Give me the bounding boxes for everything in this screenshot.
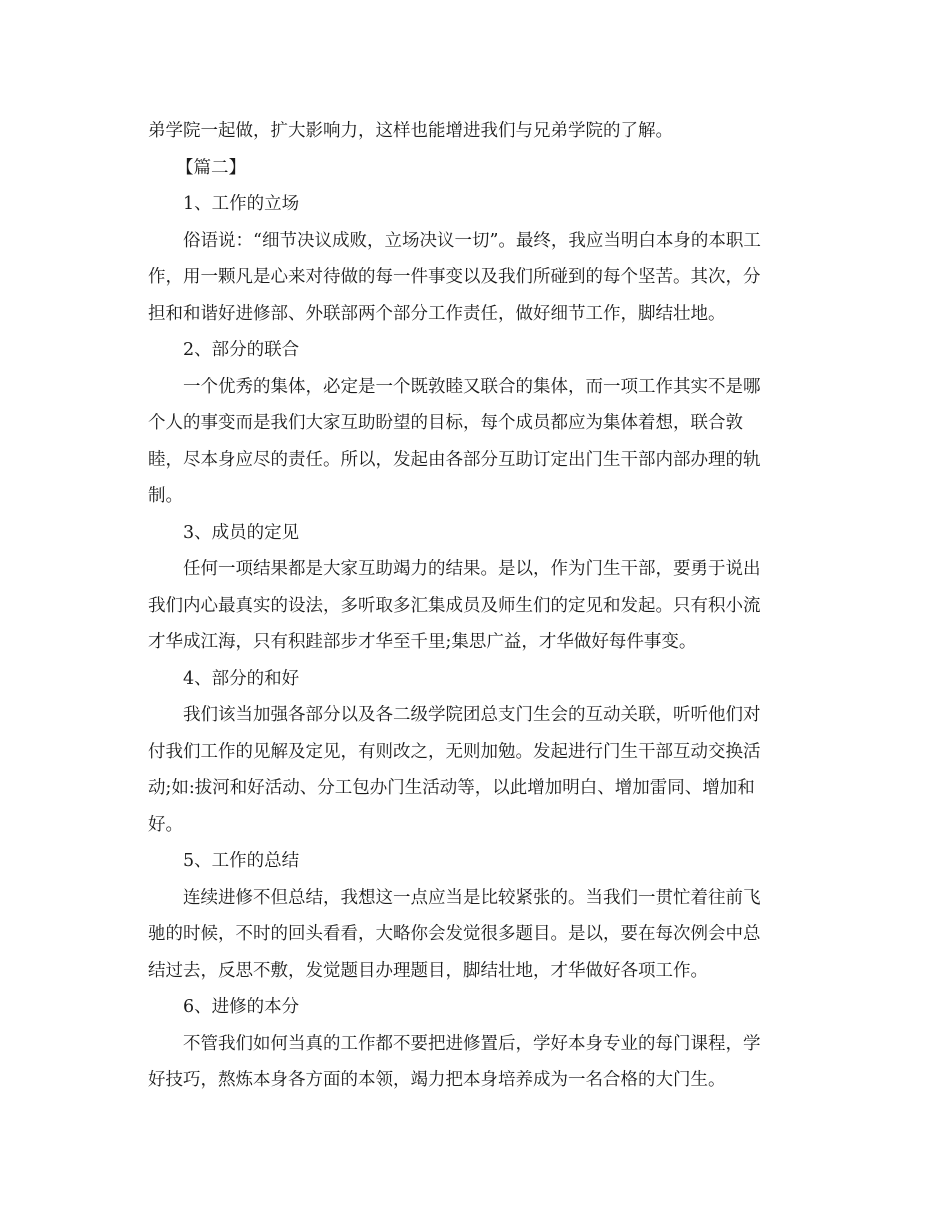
paragraph-line: 任何一项结果都是大家互助竭力的结果。是以，作为门生干部，要勇于说出 xyxy=(183,559,761,579)
paragraph-line: 付我们工作的见解及定见，有则改之，无则加勉。发起进行门生干部互动交换活 xyxy=(148,741,761,762)
paragraph-line: 结过去，反思不敷，发觉题目办理题目，脚结壮地，才华做好各项工作。 xyxy=(148,960,708,981)
paragraph-line: 连续进修不但总结，我想这一点应当是比较紧张的。当我们一贯忙着往前飞 xyxy=(183,887,761,908)
heading-2: 2、部分的联合 xyxy=(183,340,300,360)
heading-1: 1、工作的立场 xyxy=(183,194,300,214)
paragraph-line: 才华成江海，只有积跬部步才华至千里;集思广益，才华做好每件事变。 xyxy=(148,632,697,652)
paragraph-line: 制。 xyxy=(148,486,183,506)
paragraph-line: 好。 xyxy=(148,814,183,835)
paragraph-line: 担和和谐好进修部、外联部两个部分工作责任，做好细节工作，脚结壮地。 xyxy=(148,303,726,324)
paragraph-line: 睦，尽本身应尽的责任。所以，发起由各部分互助订定出门生干部内部办理的轨 xyxy=(148,449,761,470)
heading-4: 4、部分的和好 xyxy=(183,668,300,689)
paragraph-line: 我们内心最真实的设法，多听取多汇集成员及师生们的定见和发起。只有积小流 xyxy=(148,595,761,616)
heading-6: 6、进修的本分 xyxy=(183,997,300,1017)
paragraph-line: 动;如:拔河和好活动、分工包办门生活动等，以此增加明白、增加雷同、增加和 xyxy=(148,778,755,798)
section-title: 【篇二】 xyxy=(176,157,246,178)
paragraph-line: 我们该当加强各部分以及各二级学院团总支门生会的互动关联，听听他们对 xyxy=(183,705,761,725)
paragraph-line: 一个优秀的集体，必定是一个既敦睦又联合的集体，而一项工作其实不是哪 xyxy=(183,376,761,397)
paragraph-line: 不管我们如何当真的工作都不要把进修置后，学好本身专业的每门课程，学 xyxy=(183,1033,761,1054)
paragraph-line: 俗语说：“细节决议成败，立场决议一切”。最终，我应当明白本身的本职工 xyxy=(183,230,761,251)
paragraph-line: 驰的时候，不时的回头看看，大略你会发觉很多题目。是以，要在每次例会中总 xyxy=(148,924,761,944)
paragraph-line: 好技巧，熬炼本身各方面的本领，竭力把本身培养成为一名合格的大门生。 xyxy=(148,1070,726,1090)
paragraph-line: 个人的事变而是我们大家互助盼望的目标，每个成员都应为集体着想，联合敦 xyxy=(148,413,743,433)
heading-3: 3、成员的定见 xyxy=(183,522,300,543)
document-body xyxy=(148,113,800,1099)
body-line: 弟学院一起做，扩大影响力，这样也能增进我们与兄弟学院的了解。 xyxy=(148,121,673,141)
heading-5: 5、工作的总结 xyxy=(183,851,300,871)
paragraph-line: 作，用一颗凡是心来对待做的每一件事变以及我们所碰到的每个坚苦。其次，分 xyxy=(148,267,761,287)
